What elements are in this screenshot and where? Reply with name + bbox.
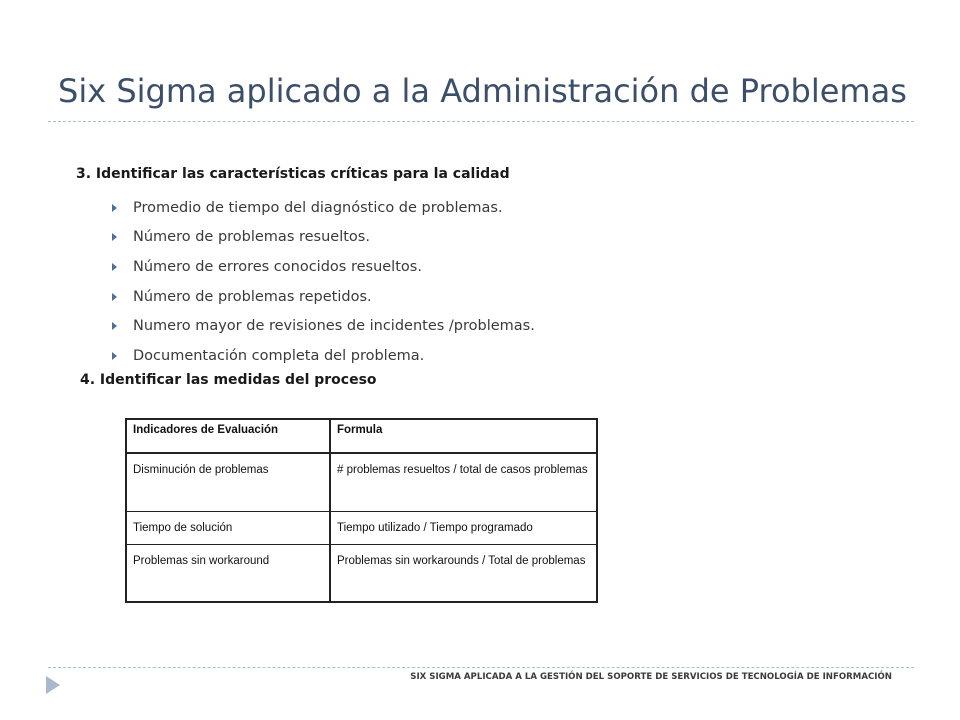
table-header-cell: Formula [330, 419, 597, 453]
section-3-heading: 3. Identificar las características críticas para la calidad [76, 166, 510, 182]
table-header-row [126, 419, 597, 453]
process-measures-table [125, 418, 598, 603]
list-item-text: Numero mayor de revisiones de incidentes /problemas. [133, 318, 535, 335]
section-4-heading: 4. Identificar las medidas del proceso [80, 372, 377, 388]
table-cell: Problemas sin workaround [126, 544, 330, 602]
table-header-cell: Indicadores de Evaluación [126, 419, 330, 453]
list-item [112, 282, 535, 312]
table-cell: Tiempo de solución [126, 511, 330, 544]
list-item-text: Documentación completa del problema. [133, 347, 425, 364]
bullet-arrow-icon [112, 352, 117, 360]
list-item-text: Número de problemas repetidos. [133, 288, 372, 305]
critical-characteristics-list [112, 193, 535, 371]
list-item [112, 223, 535, 253]
bullet-arrow-icon [112, 322, 117, 330]
bullet-arrow-icon [112, 204, 117, 212]
list-item-text: Número de problemas resueltos. [133, 229, 370, 246]
list-item [112, 252, 535, 282]
list-item [112, 341, 535, 371]
footer-text: SIX SIGMA APLICADA A LA GESTIÓN DEL SOPORTE DE SERVICIOS DE TECNOLOGÍA DE INFORMACIÓN [410, 672, 892, 682]
list-item-text: Número de errores conocidos resueltos. [133, 258, 422, 275]
bullet-arrow-icon [112, 263, 117, 271]
footer-divider [48, 667, 914, 668]
list-item [112, 311, 535, 341]
bullet-arrow-icon [112, 233, 117, 241]
slide-title: Six Sigma aplicado a la Administración de Problemas [58, 72, 907, 110]
table-cell: Disminución de problemas [126, 453, 330, 511]
triangle-right-icon [46, 676, 60, 694]
table-cell: Tiempo utilizado / Tiempo programado [330, 511, 597, 544]
table-cell: Problemas sin workarounds / Total de problemas [330, 544, 597, 602]
table-row [126, 453, 597, 511]
title-divider [48, 121, 914, 122]
list-item [112, 193, 535, 223]
table-row [126, 511, 597, 544]
table-row [126, 544, 597, 602]
list-item-text: Promedio de tiempo del diagnóstico de problemas. [133, 199, 503, 216]
bullet-arrow-icon [112, 293, 117, 301]
table-cell: # problemas resueltos / total de casos problemas [330, 453, 597, 511]
